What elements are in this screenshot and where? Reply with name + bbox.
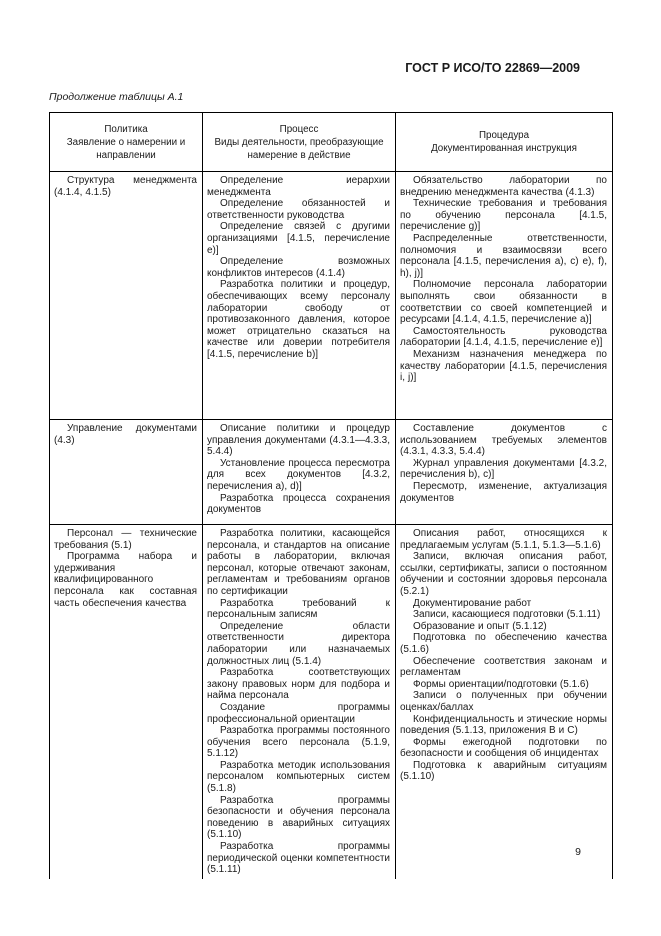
cell-paragraph: Записи, включая описания работ, ссылки, сертификаты, записи о постоянном обучении и состоянии здоровья персонала (5.2.1): [400, 551, 607, 597]
cell-paragraph: Определение обязанностей и ответственности руководства: [207, 198, 390, 221]
table-row-1: [50, 420, 613, 525]
table-row-0: [50, 172, 613, 420]
table-body: [50, 172, 613, 879]
cell-paragraph: Управление документами (4.3): [54, 423, 197, 446]
procedure-cell: [396, 525, 613, 879]
procedure-cell: [396, 172, 613, 420]
policy-cell: [50, 525, 203, 879]
column-subtitle: Заявление о намерении и направлении: [66, 136, 186, 161]
document-code: ГОСТ Р ИСО/ТО 22869—2009: [405, 61, 580, 75]
policy-cell: [50, 172, 203, 420]
cell-paragraph: Описание политики и процедур управления документами (4.3.1—4.3.3, 5.4.4): [207, 423, 390, 458]
cell-paragraph: Обязательство лаборатории по внедрению менеджмента качества (4.1.3): [400, 175, 607, 198]
cell-paragraph: Разработка процесса сохранения документов: [207, 492, 390, 516]
cell-paragraph: Распределенные ответственности, полномочия и взаимосвязи всего персонала [4.1.5, перечисления a), c) e), f), h), j)]: [400, 232, 607, 279]
cell-paragraph: Пересмотр, изменение, актуализация документов: [400, 480, 607, 504]
cell-paragraph: Определение возможных конфликтов интересов (4.1.4): [207, 256, 390, 279]
column-title: Политика: [104, 123, 148, 135]
cell-paragraph: Разработка методик использования персоналом компьютерных систем (5.1.8): [207, 759, 390, 795]
cell-paragraph: Определение иерархии менеджмента: [207, 175, 390, 198]
cell-paragraph: Определение связей с другими организациями [4.1.5, перечисление e)]: [207, 221, 390, 256]
column-header-1: [203, 113, 396, 172]
column-subtitle: Виды деятельности, преобразующие намерение в действие: [214, 136, 384, 161]
procedure-cell: [396, 420, 613, 525]
cell-paragraph: Разработка соответствующих закону правовых норм для подбора и найма персонала: [207, 667, 390, 702]
table-a1-continuation: [49, 112, 613, 879]
cell-paragraph: Технические требования и требования по обучению персонала [4.1.5, перечисление g)]: [400, 198, 607, 233]
cell-paragraph: Разработка политики, касающейся персонала, и стандартов на описание работы в лаборатории, включая персонал, которые отвечают законам, регламентам и требованиям органов по сертификации: [207, 528, 390, 597]
column-header-2: [396, 113, 613, 172]
policy-cell: [50, 420, 203, 525]
cell-paragraph: Разработка программы безопасности и обучения персонала поведению в аварийных ситуациях (5.1.10): [207, 794, 390, 841]
cell-paragraph: Формы ориентации/подготовки (5.1.6): [413, 678, 589, 690]
cell-paragraph: Разработка политики и процедур, обеспечивающих всему персоналу лаборатории свободу от противозаконного давления, которое может отрицательно сказаться на качестве или доверии потребителя [4.1.5, перечисление b)]: [207, 279, 390, 360]
cell-paragraph: Конфиденциальность и этические нормы поведения (5.1.13, приложения В и С): [400, 713, 607, 737]
column-title: Процесс: [279, 123, 319, 135]
table-header: [50, 113, 613, 172]
column-subtitle: Документированная инструкция: [431, 143, 577, 154]
process-cell: [203, 420, 396, 525]
cell-paragraph: Создание программы профессиональной ориентации: [207, 701, 390, 725]
cell-paragraph: Персонал — технические требования (5.1): [54, 528, 197, 551]
table-row-2: [50, 525, 613, 879]
cell-paragraph: Образование и опыт (5.1.12): [413, 620, 547, 632]
cell-paragraph: Формы ежегодной подготовки по безопасности и сообщения об инцидентах: [400, 736, 607, 760]
cell-paragraph: Составление документов с использованием требуемых элементов (4.3.1, 4.3.3, 5.4.4): [400, 423, 607, 458]
column-header-0: [50, 113, 203, 172]
cell-paragraph: Подготовка по обеспечению качества (5.1.6): [400, 632, 607, 655]
cell-paragraph: Разработка программы постоянного обучения всего персонала (5.1.9, 5.1.12): [207, 725, 390, 760]
cell-paragraph: Самостоятельность руководства лаборатории [4.1.4, 4.1.5, перечисление e)]: [400, 325, 607, 349]
cell-paragraph: Журнал управления документами [4.3.2, перечисления b), c)]: [400, 457, 607, 481]
cell-paragraph: Описания работ, относящихся к предлагаемым услугам (5.1.1, 5.1.3—5.1.6): [400, 528, 607, 551]
cell-paragraph: Структура менеджмента (4.1.4, 4.1.5): [54, 175, 197, 198]
cell-paragraph: Обеспечение соответствия законам и регламентам: [400, 655, 607, 679]
cell-paragraph: Определение области ответственности директора лаборатории или назначаемых должностных лиц (5.1.4): [207, 620, 390, 667]
header-row: [50, 113, 613, 172]
cell-paragraph: Полномочие персонала лаборатории выполнять свои обязанности в соответствии со своей компетенцией и ресурсами [4.1.4, 4.1.5, перечисление a)]: [400, 279, 607, 326]
cell-paragraph: Установление процесса пересмотра для всех документов [4.3.2, перечисления a), d)]: [207, 457, 390, 492]
cell-paragraph: Документирование работ: [413, 597, 532, 609]
cell-paragraph: Записи о полученных при обучении оценках/баллах: [400, 690, 607, 713]
table-caption: Продолжение таблицы А.1: [49, 91, 184, 103]
cell-paragraph: Механизм назначения менеджера по качеству лаборатории [4.1.5, перечисления i, j)]: [400, 348, 607, 384]
process-cell: [203, 172, 396, 420]
process-cell: [203, 525, 396, 879]
column-title: Процедура: [478, 130, 530, 141]
cell-paragraph: Подготовка к аварийным ситуациям (5.1.10): [400, 759, 607, 783]
cell-paragraph: Программа набора и удерживания квалифицированного персонала как составная часть обеспечения качества: [54, 551, 197, 609]
cell-paragraph: Разработка программы периодической оценки компетентности (5.1.11): [207, 841, 390, 876]
page-number: 9: [575, 846, 581, 858]
cell-paragraph: Разработка требований к персональным записям: [207, 597, 390, 621]
cell-paragraph: Записи, касающиеся подготовки (5.1.11): [413, 609, 601, 621]
